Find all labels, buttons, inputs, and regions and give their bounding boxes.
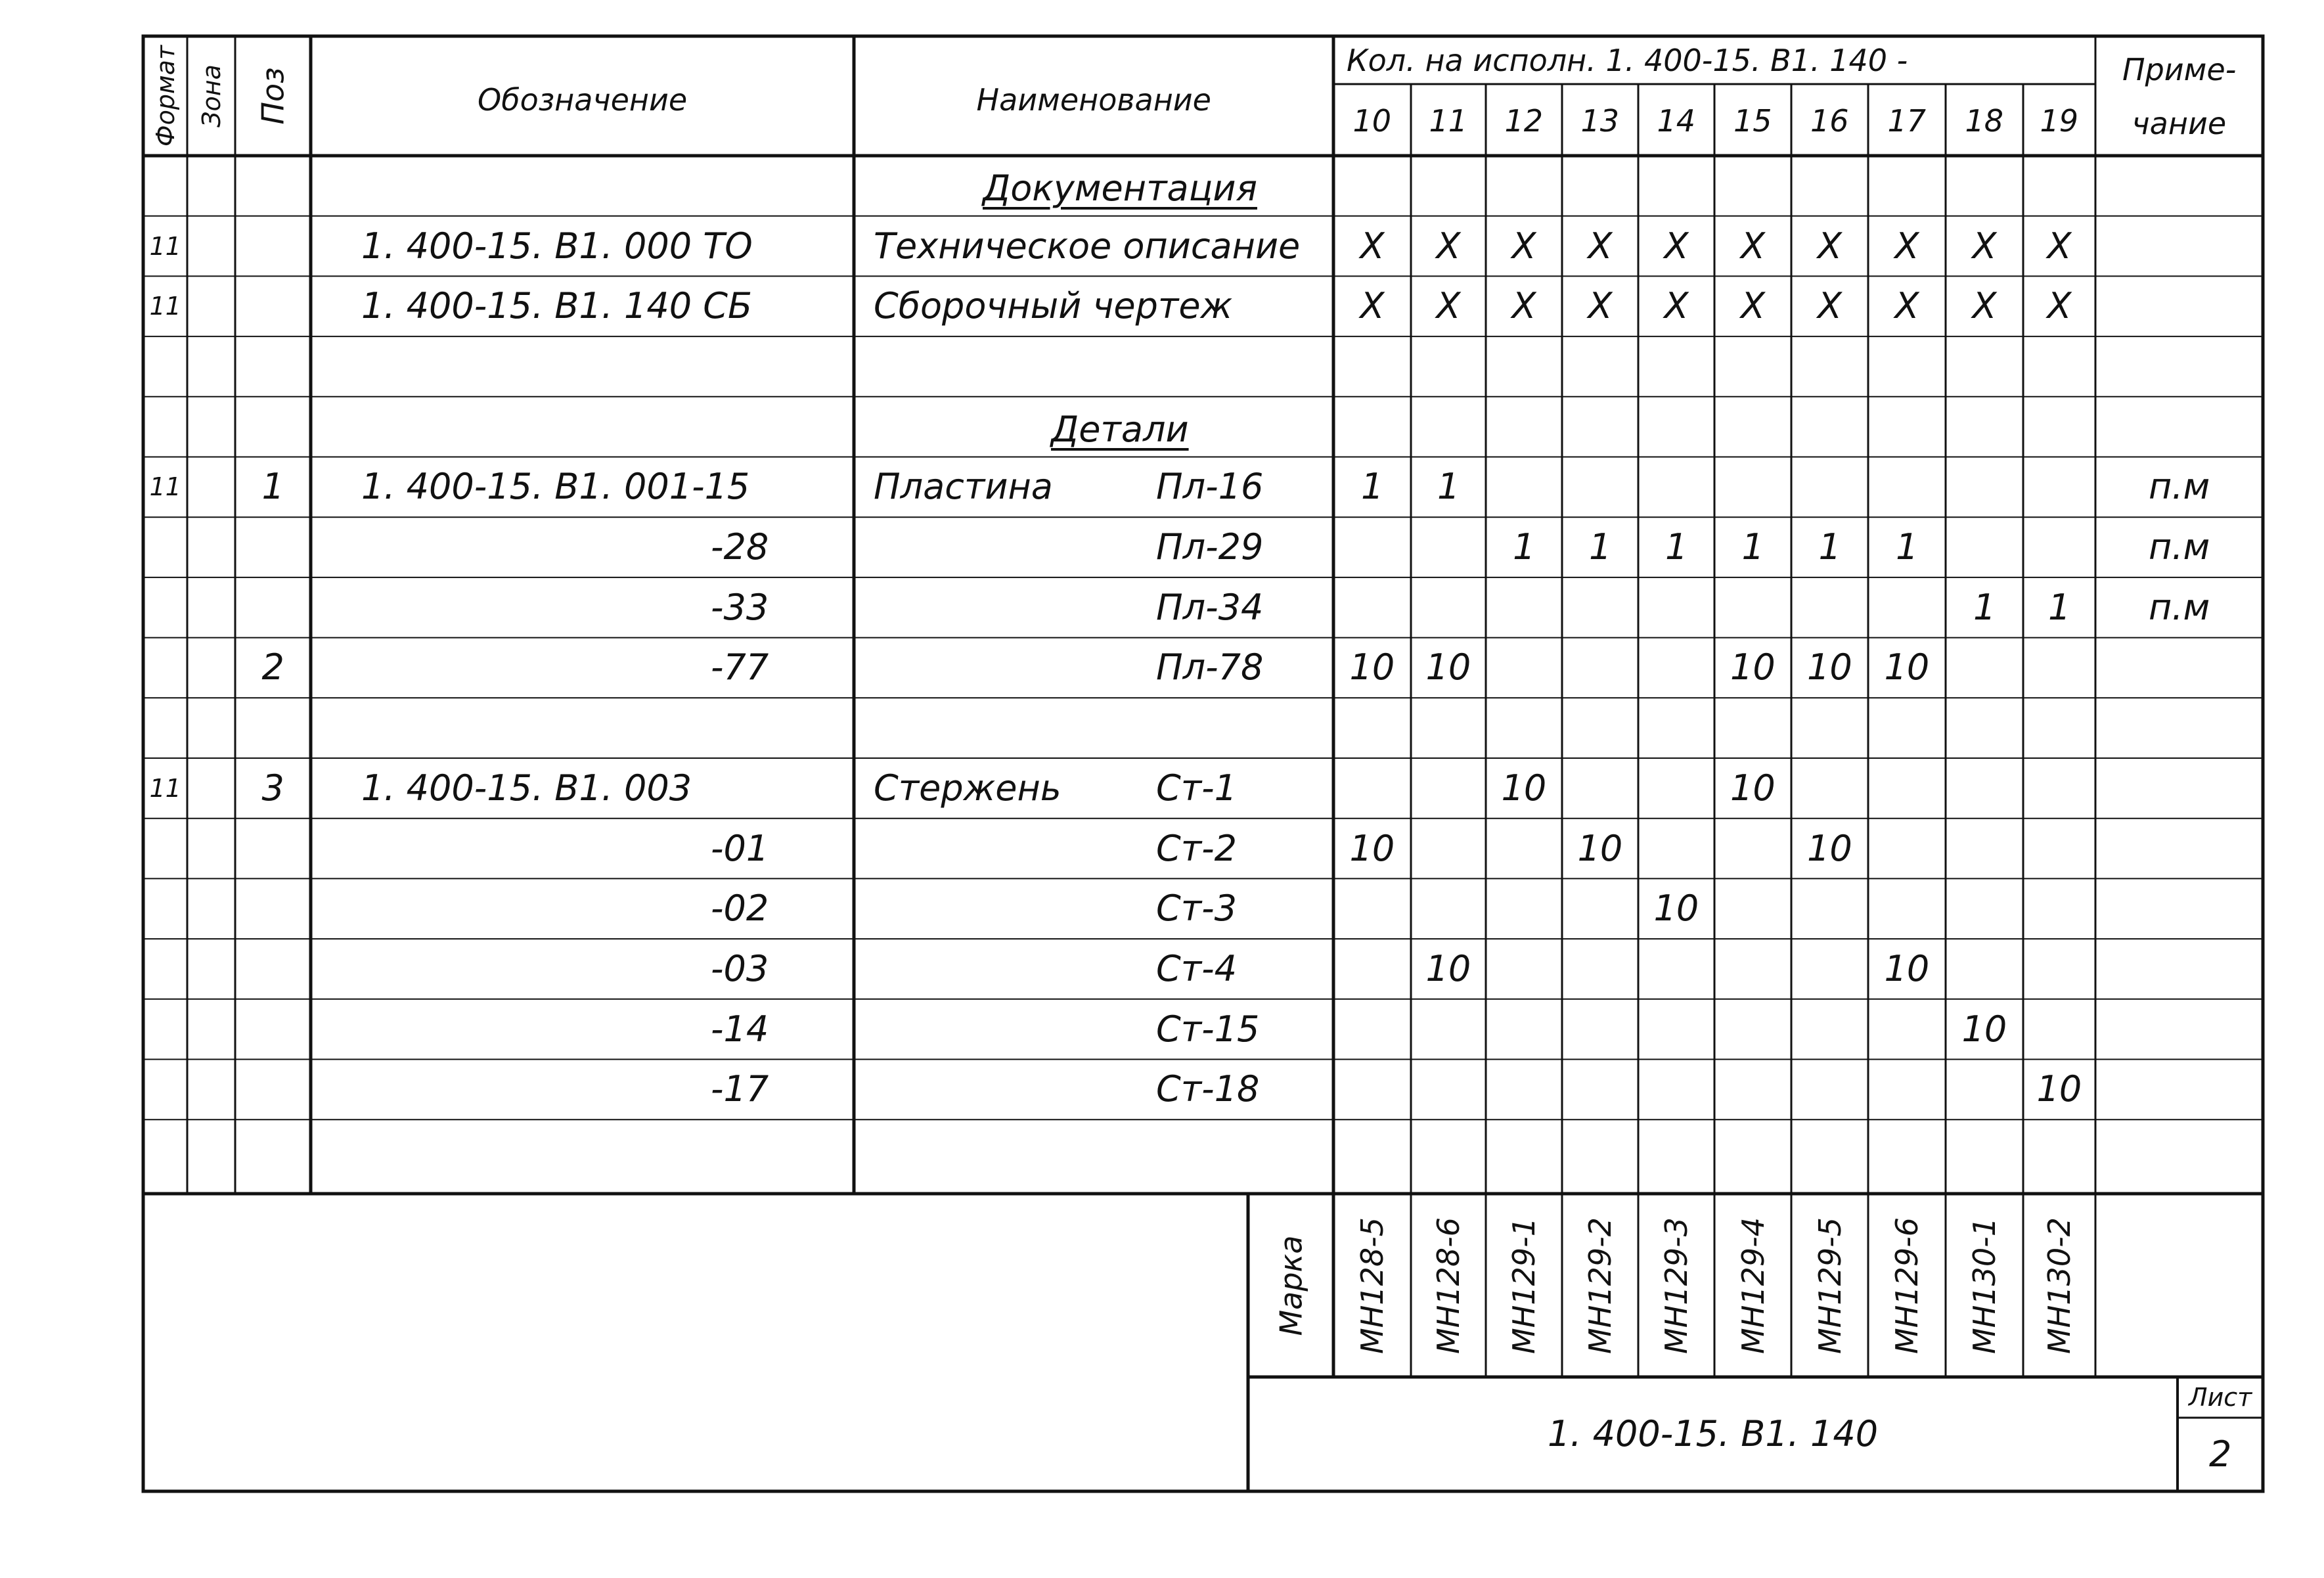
row-note: п.м	[2149, 586, 2210, 628]
row-format: 11	[149, 231, 181, 261]
row-qty-variant-10: 10	[1349, 646, 1395, 688]
row-qty-variant-16: 10	[1807, 646, 1852, 688]
row-format: 11	[149, 292, 181, 321]
header-designation: Обозначение	[478, 82, 688, 118]
row-qty-variant-19: X	[2047, 225, 2072, 267]
marka-value: МН130-1	[1966, 1217, 2002, 1354]
header-format: Формат	[150, 45, 180, 147]
row-qty-variant-13: X	[1588, 225, 1613, 267]
row-note: п.м	[2149, 466, 2210, 508]
row-qty-variant-18: 1	[1973, 586, 1996, 628]
header-variant-12: 12	[1504, 103, 1544, 139]
header-name: Наименование	[976, 82, 1211, 118]
row-designation: 1. 400-15. В1. 003	[361, 767, 692, 809]
row-qty-variant-13: 1	[1589, 526, 1612, 568]
row-note: п.м	[2149, 526, 2210, 568]
header-zone: Зона	[196, 64, 226, 127]
row-qty-variant-11: 10	[1425, 646, 1471, 688]
row-designation: 1. 400-15. В1. 140 СБ	[361, 285, 753, 327]
row-qty-variant-12: X	[1511, 285, 1536, 327]
row-position: 2	[261, 646, 284, 688]
row-designation: -77	[711, 646, 769, 688]
row-designation: -17	[711, 1068, 769, 1110]
marka-value: МН129-2	[1582, 1217, 1618, 1354]
row-qty-variant-15: 10	[1730, 767, 1776, 809]
row-qty-variant-18: X	[1972, 225, 1997, 267]
row-mark: Ст-15	[1156, 1008, 1260, 1050]
header-variant-15: 15	[1733, 103, 1772, 139]
header-qty-per-variant: Кол. на исполн. 1. 400-15. В1. 140 -	[1347, 43, 1908, 78]
marka-value: МН129-5	[1812, 1217, 1848, 1354]
sheet-label: Лист	[2189, 1383, 2252, 1412]
row-mark: Ст-1	[1156, 767, 1238, 809]
row-qty-variant-19: 10	[2036, 1068, 2082, 1110]
row-qty-variant-17: 10	[1884, 646, 1930, 688]
row-designation: -28	[711, 526, 769, 568]
row-qty-variant-10: X	[1360, 285, 1385, 327]
header-variant-18: 18	[1965, 103, 2004, 139]
row-qty-variant-17: X	[1894, 285, 1919, 327]
row-format: 11	[149, 773, 181, 803]
row-position: 1	[261, 466, 284, 508]
row-mark: Ст-4	[1156, 947, 1238, 989]
row-mark: Пл-29	[1156, 526, 1264, 568]
row-qty-variant-14: 10	[1653, 888, 1699, 930]
header-variant-16: 16	[1810, 103, 1849, 139]
row-qty-variant-17: X	[1894, 225, 1919, 267]
row-qty-variant-17: 10	[1884, 947, 1930, 989]
row-qty-variant-11: 10	[1425, 947, 1471, 989]
row-qty-variant-19: 1	[2048, 586, 2071, 628]
document-code: 1. 400-15. В1. 140	[1548, 1413, 1879, 1454]
row-name: Пластина	[874, 466, 1053, 508]
row-position: 3	[261, 767, 284, 809]
row-qty-variant-18: 10	[1961, 1008, 2007, 1050]
marka-value: МН129-4	[1735, 1217, 1771, 1354]
row-qty-variant-19: X	[2047, 285, 2072, 327]
marka-value: МН130-2	[2041, 1217, 2077, 1354]
marka-label: Марка	[1273, 1234, 1309, 1336]
row-qty-variant-12: 1	[1513, 526, 1536, 568]
row-qty-variant-16: 10	[1807, 827, 1852, 869]
marka-value: МН129-3	[1658, 1217, 1694, 1354]
row-designation: -14	[711, 1008, 769, 1050]
header-variant-14: 14	[1657, 103, 1696, 139]
row-mark: Пл-78	[1156, 646, 1264, 688]
row-qty-variant-10: X	[1360, 225, 1385, 267]
row-designation: -33	[711, 586, 769, 628]
row-qty-variant-14: 1	[1665, 526, 1688, 568]
row-qty-variant-10: 1	[1361, 466, 1384, 508]
row-mark: Ст-2	[1156, 827, 1238, 869]
row-mark: Пл-34	[1156, 586, 1264, 628]
row-designation: 1. 400-15. В1. 001-15	[361, 466, 750, 508]
row-qty-variant-15: 10	[1730, 646, 1776, 688]
row-qty-variant-12: 10	[1501, 767, 1547, 809]
row-qty-variant-18: X	[1972, 285, 1997, 327]
row-designation: 1. 400-15. В1. 000 ТО	[361, 225, 753, 267]
marka-value: МН128-6	[1430, 1217, 1466, 1354]
row-designation: -01	[711, 827, 769, 869]
header-note-line1: Приме-	[2122, 52, 2237, 87]
header-variant-17: 17	[1887, 103, 1927, 139]
section-title: Документация	[983, 167, 1257, 209]
header-variant-11: 11	[1429, 103, 1468, 139]
row-mark: Ст-18	[1156, 1068, 1260, 1110]
row-qty-variant-14: X	[1664, 285, 1689, 327]
row-name: Стержень	[874, 767, 1061, 809]
row-qty-variant-15: X	[1741, 225, 1765, 267]
row-qty-variant-11: 1	[1437, 466, 1460, 508]
marka-value: МН128-5	[1354, 1217, 1390, 1354]
row-qty-variant-10: 10	[1349, 827, 1395, 869]
row-qty-variant-14: X	[1664, 225, 1689, 267]
section-title: Детали	[1051, 408, 1189, 450]
row-designation: -02	[711, 888, 769, 930]
header-position: Поз	[255, 67, 291, 125]
row-name: Сборочный чертеж	[874, 285, 1233, 327]
marka-value: МН129-6	[1888, 1217, 1925, 1354]
row-qty-variant-16: 1	[1818, 526, 1841, 568]
row-qty-variant-16: X	[1818, 225, 1842, 267]
row-format: 11	[149, 472, 181, 502]
marka-value: МН129-1	[1506, 1217, 1542, 1354]
header-note-line2: чание	[2132, 106, 2227, 141]
row-qty-variant-11: X	[1436, 225, 1461, 267]
row-mark: Пл-16	[1156, 466, 1264, 508]
row-qty-variant-17: 1	[1896, 526, 1919, 568]
header-variant-10: 10	[1352, 103, 1392, 139]
row-qty-variant-13: X	[1588, 285, 1613, 327]
row-qty-variant-12: X	[1511, 225, 1536, 267]
sheet-number: 2	[2209, 1433, 2232, 1475]
row-qty-variant-15: X	[1741, 285, 1765, 327]
header-variant-19: 19	[2040, 103, 2079, 139]
row-name: Техническое описание	[874, 225, 1301, 267]
row-qty-variant-11: X	[1436, 285, 1461, 327]
header-variant-13: 13	[1580, 103, 1620, 139]
row-qty-variant-13: 10	[1577, 827, 1623, 869]
row-designation: -03	[711, 947, 769, 989]
row-qty-variant-16: X	[1818, 285, 1842, 327]
row-qty-variant-15: 1	[1741, 526, 1764, 568]
row-mark: Ст-3	[1156, 888, 1238, 930]
